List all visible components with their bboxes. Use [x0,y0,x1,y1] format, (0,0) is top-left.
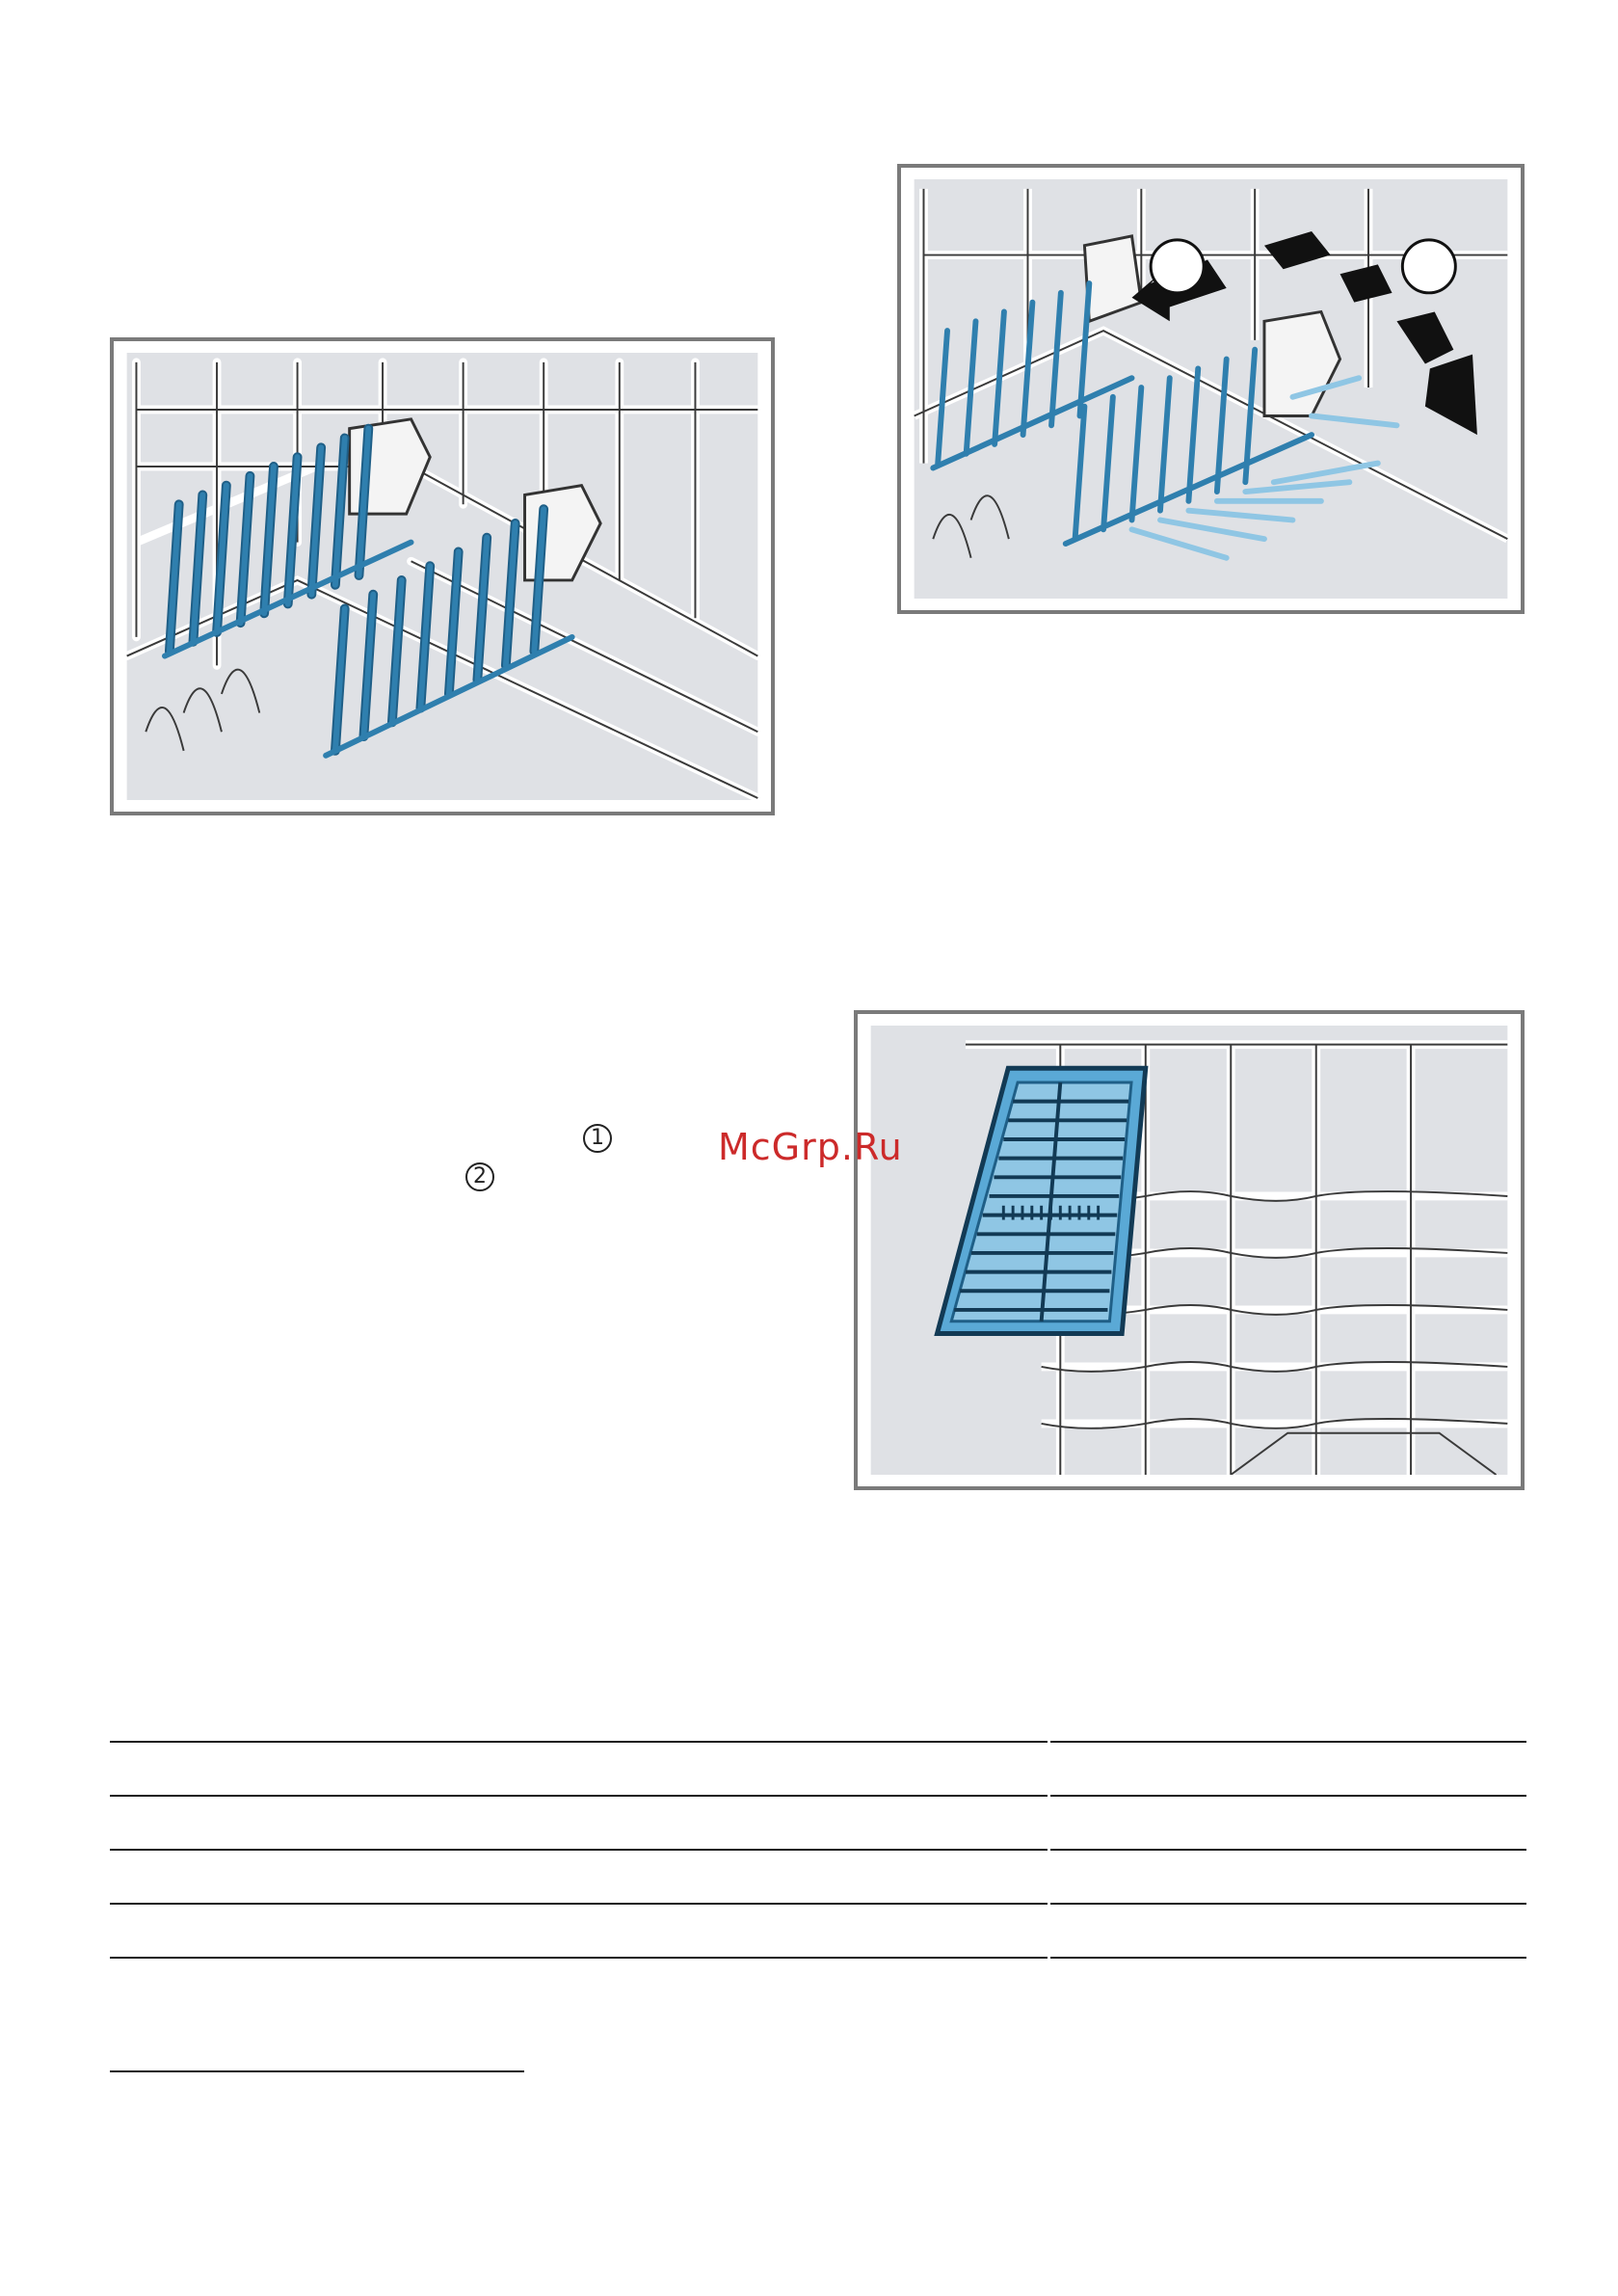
step-marker-1-circle [1151,240,1204,293]
watermark-text: McGrp.Ru [718,1126,903,1168]
fold-down-tines-figure [110,337,775,815]
tine-folding-steps-figure [897,164,1525,614]
footnote-rule [110,2070,524,2072]
table-rule [110,1903,1526,1905]
cutlery-basket-illustration [869,1026,1509,1475]
table-rule [110,1957,1526,1959]
callout-2: 2 [465,1162,494,1191]
table-rule [110,1795,1526,1797]
tine-folding-illustration [913,179,1509,599]
fold-down-tines-illustration [125,353,759,800]
table-column-gap [1048,1741,1050,1959]
cutlery-basket-figure [854,1010,1525,1490]
table-rule [110,1849,1526,1851]
table-rule [110,1741,1526,1743]
step-marker-2-circle [1402,240,1455,293]
callout-1: 1 [583,1124,612,1153]
